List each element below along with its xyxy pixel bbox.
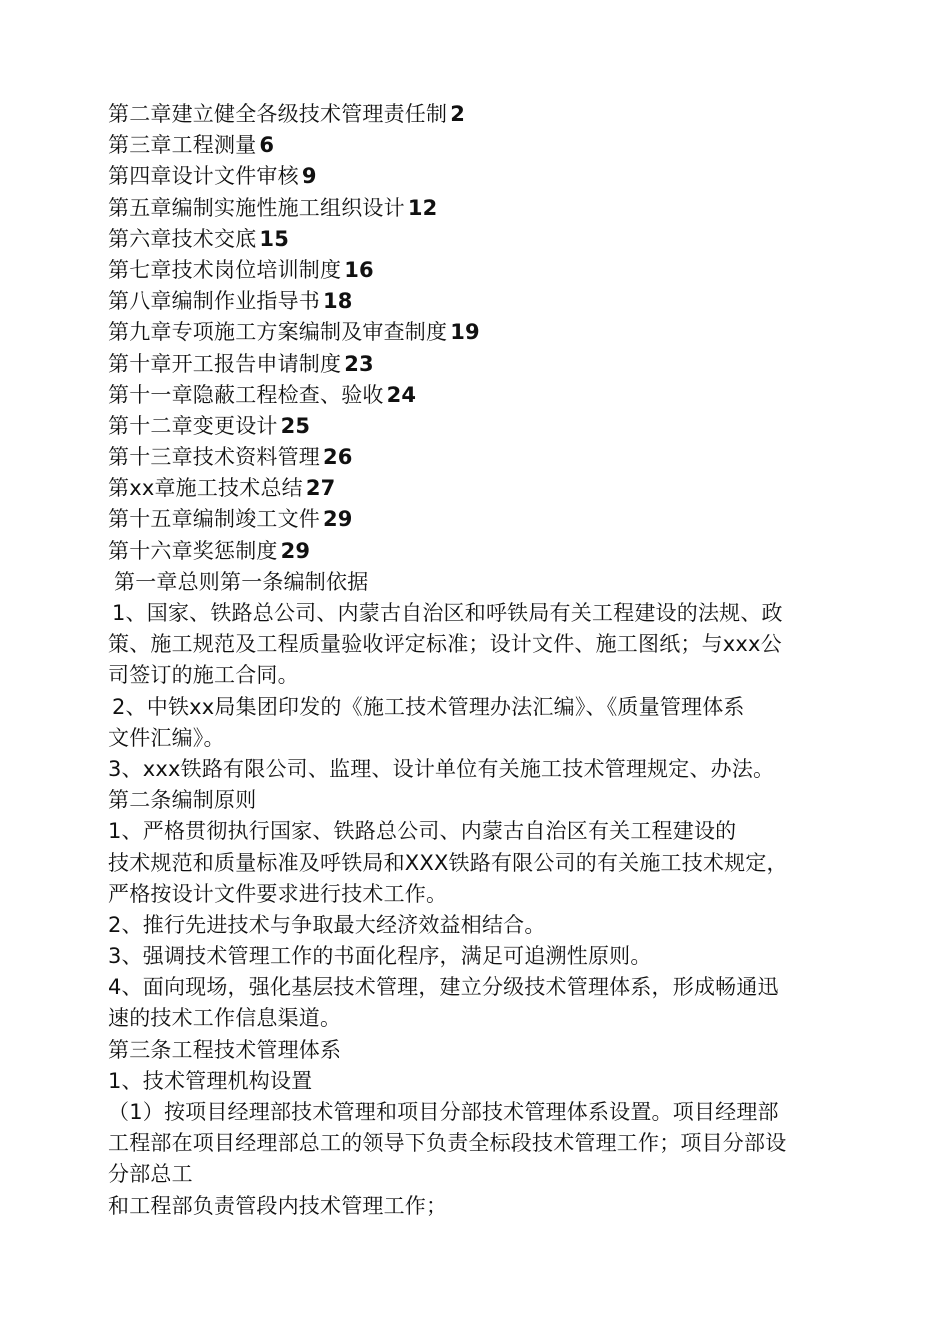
paragraph-line: 严格按设计文件要求进行技术工作。 — [108, 881, 448, 906]
toc-entry-page: 26 — [323, 445, 353, 470]
paragraph-line: 工程部在项目经理部总工的领导下负责全标段技术管理工作；项目分部设 — [108, 1131, 787, 1156]
toc-entry — [108, 349, 868, 380]
toc-entry-title: 第十二章变更设计 — [108, 413, 278, 438]
paragraph-line: 技术规范和质量标准及呼铁局和XXX铁路有限公司的有关施工技术规定， — [108, 850, 788, 875]
toc-entry-page: 16 — [344, 257, 374, 282]
toc-entry — [108, 536, 868, 567]
paragraph-line: 3、强调技术管理工作的书面化程序，满足可追溯性原则。 — [108, 944, 652, 969]
paragraph-line: 速的技术工作信息渠道。 — [108, 1006, 342, 1031]
toc-entry-title: 第十三章技术资料管理 — [108, 445, 320, 470]
body-text — [108, 567, 868, 1222]
toc-entry-page: 29 — [323, 507, 353, 532]
toc-entry-title: 第xx章施工技术总结 — [108, 476, 303, 501]
paragraph-line: 文件汇编》。 — [108, 725, 225, 750]
paragraph-line: 4、面向现场，强化基层技术管理，建立分级技术管理体系，形成畅通迅 — [108, 975, 779, 1000]
toc-entry — [108, 317, 868, 348]
toc-entry-title: 第四章设计文件审核 — [108, 164, 299, 189]
toc-entry — [108, 473, 868, 504]
toc-entry — [108, 224, 868, 255]
toc-entry-page: 29 — [280, 538, 311, 563]
toc-entry-page: 24 — [386, 382, 417, 407]
toc-entry-page: 9 — [301, 164, 317, 189]
toc-entry — [108, 411, 868, 442]
toc-entry-title: 第七章技术岗位培训制度 — [108, 257, 342, 282]
paragraph-line: 1、国家、铁路总公司、内蒙古自治区和呼铁局有关工程建设的法规、政 — [112, 601, 783, 625]
toc-entry — [108, 504, 868, 535]
toc-entry-page: 15 — [259, 226, 290, 251]
section-heading: 第二条编制原则 — [108, 788, 257, 813]
document-page — [108, 99, 868, 1222]
table-of-contents — [108, 99, 868, 567]
toc-entry-page: 27 — [305, 476, 336, 501]
paragraph-line: 3、xxx铁路有限公司、监理、设计单位有关施工技术管理规定、办法。 — [108, 756, 775, 781]
toc-entry-page: 23 — [344, 351, 374, 376]
toc-entry-page: 25 — [280, 413, 311, 438]
paragraph-line: （1）按项目经理部技术管理和项目分部技术管理体系设置。项目经理部 — [108, 1100, 779, 1124]
paragraph-line: 司签订的施工合同。 — [108, 663, 299, 688]
toc-entry — [108, 255, 868, 286]
toc-entry-title: 第十章开工报告申请制度 — [108, 351, 342, 376]
paragraph-line: 2、推行先进技术与争取最大经济效益相结合。 — [108, 912, 546, 937]
toc-entry-title: 第五章编制实施性施工组织设计 — [108, 195, 405, 220]
paragraph-line: 1、技术管理机构设置 — [108, 1068, 313, 1093]
toc-entry-page: 18 — [323, 289, 353, 314]
toc-entry-title: 第三章工程测量 — [108, 133, 257, 158]
paragraph-line: 策、施工规范及工程质量验收评定标准；设计文件、施工图纸；与xxx公 — [108, 632, 782, 657]
paragraph-line: 分部总工 — [108, 1162, 193, 1187]
toc-entry — [108, 99, 868, 130]
section-heading: 第一章总则第一条编制依据 — [114, 569, 369, 594]
toc-entry-title: 第十五章编制竣工文件 — [108, 507, 320, 532]
section-heading: 第三条工程技术管理体系 — [108, 1037, 342, 1062]
toc-entry-page: 6 — [259, 133, 275, 158]
toc-entry-page: 19 — [450, 320, 480, 345]
toc-entry-title: 第十六章奖惩制度 — [108, 538, 278, 563]
paragraph-line: 1、严格贯彻执行国家、铁路总公司、内蒙古自治区有关工程建设的 — [108, 819, 737, 844]
toc-entry-title: 第十一章隐蔽工程检查、验收 — [108, 382, 384, 407]
toc-entry-title: 第二章建立健全各级技术管理责任制 — [108, 102, 448, 126]
toc-entry — [108, 193, 868, 224]
toc-entry — [108, 130, 868, 161]
paragraph-line: 和工程部负责管段内技术管理工作； — [108, 1193, 448, 1218]
toc-entry-title: 第八章编制作业指导书 — [108, 289, 320, 314]
toc-entry-page: 12 — [407, 195, 438, 220]
toc-entry-title: 第九章专项施工方案编制及审查制度 — [108, 320, 448, 345]
toc-entry-page: 2 — [450, 102, 466, 126]
paragraph-line: 2、中铁xx局集团印发的《施工技术管理办法汇编》、《质量管理体系 — [112, 694, 745, 719]
toc-entry — [108, 286, 868, 317]
toc-entry — [108, 380, 868, 411]
toc-entry — [108, 161, 868, 192]
toc-entry-title: 第六章技术交底 — [108, 226, 257, 251]
toc-entry — [108, 442, 868, 473]
